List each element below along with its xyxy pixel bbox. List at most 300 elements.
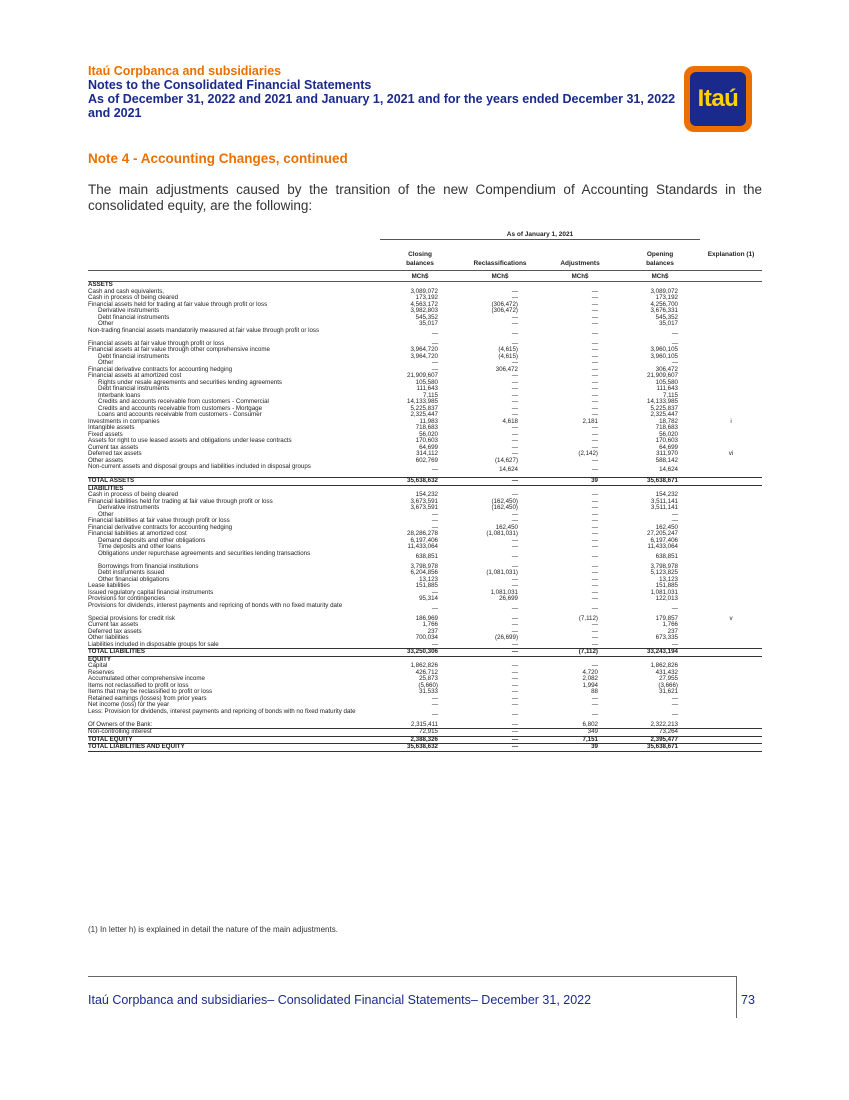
row-value: — [671, 329, 678, 337]
row-value: — [431, 640, 438, 648]
row-value: — [591, 523, 598, 531]
row-label: Less: Provision for dividends, interest payments and repricing of bonds with no fixed maturity date [88, 707, 356, 715]
row-value: 14,133,985 [647, 398, 678, 405]
table-row [88, 744, 762, 752]
row-value: (7,112) [578, 648, 598, 655]
row-label: Items not reclassified to profit or loss [88, 681, 189, 689]
row-value: — [591, 627, 598, 635]
row-value: — [591, 530, 598, 537]
row-label: Financial derivative contracts for accounting hedging [88, 523, 233, 531]
row-value: — [511, 329, 518, 337]
row-value: 349 [587, 728, 598, 735]
row-label: Issued regulatory capital financial instruments [88, 588, 214, 596]
row-value: 56,020 [659, 430, 678, 438]
row-value: — [511, 743, 518, 750]
row-value: 1,862,826 [410, 662, 438, 669]
row-value: — [511, 720, 518, 728]
col-header-closing: Closing balances [406, 251, 434, 267]
unit-label: MCh$ [491, 272, 509, 280]
logo-text: Itaú [697, 85, 739, 112]
row-value: — [511, 627, 518, 635]
row-label: Debt financial instruments [98, 313, 170, 321]
row-value: (306,472) [491, 307, 518, 314]
row-value: — [591, 582, 598, 589]
row-value: — [591, 443, 598, 451]
row-value: — [511, 339, 518, 347]
row-value: 2,325,447 [410, 411, 438, 418]
row-value: — [591, 339, 598, 347]
row-value: 3,089,072 [650, 287, 678, 295]
row-value: — [511, 398, 518, 405]
row-value: — [591, 536, 598, 544]
row-value: 4,563,172 [410, 300, 438, 308]
table-row [88, 603, 762, 616]
table-row [88, 464, 762, 477]
row-label: Items that may be reclassified to profit or loss [88, 688, 213, 695]
row-value: 6,197,406 [410, 536, 438, 544]
row-value: — [671, 339, 678, 347]
row-value: 3,511,141 [650, 497, 678, 505]
row-label: TOTAL ASSETS [88, 477, 135, 484]
row-value: 7,151 [582, 735, 598, 743]
row-value: 14,133,985 [407, 398, 438, 405]
row-label: Special provisions for credit risk [88, 614, 175, 622]
row-value: — [591, 346, 598, 353]
row-value: 311,970 [656, 450, 678, 457]
row-value: — [511, 604, 518, 612]
row-explanation [700, 737, 762, 744]
row-label: Other liabilities [88, 634, 129, 641]
row-value: 4,256,700 [650, 300, 678, 308]
row-value: — [431, 510, 438, 518]
row-value: 5,123,825 [650, 569, 678, 576]
row-value: 186,969 [415, 614, 438, 622]
row-label: Borrowings from financial institutions [98, 562, 199, 570]
row-label: Derivative instruments [98, 307, 160, 314]
row-label: LIABILITIES [88, 484, 124, 492]
row-value: — [591, 569, 598, 576]
row-value: 431,432 [655, 668, 678, 676]
row-value: 588,142 [655, 456, 678, 464]
row-explanation [700, 603, 762, 616]
row-label: Loans and accounts receivable from customers - Consumer [98, 411, 262, 418]
row-label: Credits and accounts receivable from customers - Commercial [98, 398, 269, 405]
row-value: 26,699 [499, 595, 518, 602]
company-name: Itaú Corpbanca and subsidiaries [88, 64, 282, 78]
row-value: — [671, 640, 678, 648]
document-subtitle: Notes to the Consolidated Financial Statements [88, 78, 372, 92]
row-value: 13,123 [659, 575, 678, 583]
row-value: 35,017 [659, 320, 678, 327]
row-value: — [511, 437, 518, 444]
row-value: 27,205,247 [647, 530, 678, 537]
row-value: 1,862,826 [650, 662, 678, 669]
row-value: 35,638,671 [647, 477, 678, 484]
row-value: — [511, 688, 518, 695]
row-value: — [511, 430, 518, 438]
row-value: — [591, 391, 598, 399]
row-value: — [511, 443, 518, 451]
period-line-1: As of December 31, 2022 and 2021 and January 1, 2021 and for the years ended December 31, 2022 [88, 92, 676, 106]
row-value: 2,388,326 [410, 735, 438, 743]
row-label: Current tax assets [88, 621, 139, 628]
row-value: — [511, 681, 518, 689]
row-value: 1,766 [422, 621, 438, 628]
row-value: — [591, 621, 598, 628]
row-value: 14,624 [659, 466, 678, 474]
row-label: Financial assets at fair value through profit or loss [88, 339, 225, 347]
row-value: 35,017 [419, 320, 438, 327]
row-value: — [591, 701, 598, 708]
table-group-header [88, 229, 762, 240]
row-label: Of Owners of the Bank: [88, 720, 153, 728]
row-value: 122,013 [655, 595, 678, 602]
row-value: — [591, 398, 598, 405]
col-header-reclassifications: Reclassifications [473, 260, 527, 267]
row-value: 3,982,803 [410, 307, 438, 314]
row-label: Fixed assets [88, 430, 123, 438]
row-explanation: vi [728, 450, 734, 457]
row-value: 718,683 [655, 424, 678, 431]
row-value: 21,909,607 [407, 372, 438, 379]
row-value: — [671, 604, 678, 612]
row-explanation [700, 464, 762, 477]
logo-inner [690, 72, 746, 126]
row-value: — [591, 320, 598, 327]
row-value: — [591, 552, 598, 560]
col-header-opening: Opening balances [646, 251, 674, 267]
row-value: 3,676,331 [650, 307, 678, 314]
row-value: — [511, 294, 518, 301]
row-label: Time deposits and other loans [98, 543, 181, 550]
row-value: — [511, 517, 518, 524]
row-value: (1,081,031) [486, 569, 518, 576]
row-label: Credits and accounts receivable from customers - Mortgage [98, 404, 263, 412]
row-label: Lease liabilities [88, 582, 130, 589]
row-value: 2,181 [582, 417, 598, 425]
row-value: — [431, 604, 438, 612]
row-value: 2,325,447 [650, 411, 678, 418]
row-value: 95,314 [419, 595, 438, 602]
row-value: — [511, 320, 518, 327]
row-value: — [591, 543, 598, 550]
row-value: — [511, 694, 518, 702]
row-value: — [511, 385, 518, 392]
row-value: (14,627) [494, 456, 518, 464]
row-value: (7,112) [578, 614, 598, 622]
row-value: — [431, 359, 438, 366]
row-value: 237 [427, 627, 438, 635]
row-value: — [511, 710, 518, 718]
row-value: 162,450 [655, 523, 678, 531]
row-explanation [700, 722, 762, 729]
row-value: — [511, 668, 518, 676]
row-label: Liabilities included in disposable groups for sale [88, 640, 219, 648]
row-value: 33,250,306 [407, 648, 438, 655]
group-header-date: As of January 1, 2021 [380, 231, 700, 240]
row-value: — [431, 710, 438, 718]
row-label: Provisions for dividends, interest payments and repricing of bonds with no fixed maturity date [88, 601, 343, 609]
row-value: 13,123 [419, 575, 438, 583]
row-label: Net income (loss) for the year [88, 701, 170, 708]
row-value: 306,472 [655, 365, 678, 373]
footer-text: Itaú Corpbanca and subsidiaries– Consolidated Financial Statements– December 31, 2022 [88, 993, 592, 1007]
row-value: — [591, 430, 598, 438]
row-value: 2,315,411 [410, 720, 438, 728]
row-value: 3,964,720 [410, 352, 438, 360]
row-value: — [511, 477, 518, 484]
row-value: — [591, 466, 598, 474]
footnote: (1) In letter h) is explained in detail the nature of the main adjustments. [88, 925, 338, 934]
row-value: 88 [591, 688, 598, 695]
row-explanation: i [730, 417, 732, 425]
row-value: — [591, 595, 598, 602]
row-value: — [511, 536, 518, 544]
row-value: 3,089,072 [410, 287, 438, 295]
row-value: 306,472 [495, 365, 518, 373]
unit-label: MCh$ [651, 272, 669, 280]
row-value: 5,225,837 [410, 404, 438, 412]
row-value: (4,615) [498, 352, 518, 360]
row-value: 35,638,632 [407, 477, 438, 484]
row-value: (2,142) [578, 450, 598, 457]
row-value: (162,450) [491, 504, 518, 511]
row-value: 151,885 [655, 582, 678, 589]
row-value: 6,197,406 [650, 536, 678, 544]
row-value: 3,798,978 [650, 562, 678, 570]
row-value: — [511, 404, 518, 412]
row-value: — [591, 510, 598, 518]
row-value: 3,673,591 [410, 504, 438, 511]
itau-logo [684, 66, 752, 132]
col-header-adjustments: Adjustments [560, 260, 600, 267]
row-value: — [591, 372, 598, 379]
row-value: 35,638,632 [407, 743, 438, 750]
row-label: Financial liabilities at amortized cost [88, 530, 187, 537]
row-value: 179,857 [655, 614, 678, 622]
row-value: 33,243,194 [647, 648, 678, 655]
row-value: 5,225,837 [650, 404, 678, 412]
row-value: 2,395,477 [650, 735, 678, 743]
row-value: (306,472) [491, 300, 518, 308]
row-value: 314,112 [416, 450, 438, 457]
row-value: 602,769 [415, 456, 438, 464]
row-label: Deferred tax assets [88, 627, 142, 635]
unit-label: MCh$ [571, 272, 589, 280]
row-value: 21,909,607 [647, 372, 678, 379]
row-value: 3,673,591 [410, 497, 438, 505]
row-value: 25,873 [419, 675, 438, 682]
row-value: — [511, 510, 518, 518]
row-value: — [511, 313, 518, 321]
row-label: Other [98, 359, 114, 366]
row-value: — [591, 504, 598, 511]
row-value: 426,712 [415, 668, 438, 676]
table-row [88, 551, 762, 564]
row-value: — [591, 640, 598, 648]
row-label: Debt financial instruments [98, 352, 170, 360]
row-value: 2,082 [582, 675, 598, 682]
row-value: 111,643 [656, 385, 678, 392]
row-label: Financial liabilities at fair value through profit or loss [88, 517, 230, 524]
row-value: 6,802 [582, 720, 598, 728]
row-label: Debt financial instruments [98, 385, 170, 392]
row-label: Other [98, 510, 114, 518]
row-value: — [511, 287, 518, 295]
row-label: Non-current assets and disposal groups and liabilities included in disposal groups [88, 463, 311, 470]
row-value: 4,720 [582, 668, 598, 676]
row-value: 151,885 [415, 582, 438, 589]
row-value: — [431, 365, 438, 373]
table-column-headers [88, 240, 762, 271]
row-label: Investments in companies [88, 417, 160, 425]
row-label: Non-controlling interest [88, 728, 152, 735]
row-value: — [511, 562, 518, 570]
row-value: 73,264 [659, 728, 678, 735]
row-value: — [511, 372, 518, 379]
row-value: — [591, 710, 598, 718]
row-label: TOTAL LIABILITIES AND EQUITY [88, 743, 185, 750]
row-value: — [511, 701, 518, 708]
row-label: Rights under resale agreements and securities lending agreements [98, 378, 283, 386]
row-label: Financial derivative contracts for accounting hedging [88, 365, 233, 373]
row-explanation [700, 478, 762, 485]
row-value: 11,983 [419, 417, 438, 425]
row-value: 11,433,064 [407, 543, 438, 550]
row-value: — [431, 701, 438, 708]
row-label: TOTAL LIABILITIES [88, 648, 146, 655]
row-label: Cash in process of being cleared [88, 491, 179, 498]
row-value: 35,638,671 [647, 743, 678, 750]
row-value: — [591, 497, 598, 505]
row-value: — [591, 365, 598, 373]
row-explanation [700, 642, 762, 649]
row-value: — [591, 307, 598, 314]
unit-label: MCh$ [411, 272, 429, 280]
row-value: 1,766 [662, 621, 678, 628]
row-label: Cash in process of being cleared [88, 294, 179, 301]
row-label: Other [98, 320, 114, 327]
row-value: 545,352 [415, 313, 438, 321]
row-label: Retained earnings (losses) from prior years [88, 694, 207, 702]
row-value: — [431, 466, 438, 474]
row-value: — [671, 701, 678, 708]
row-value: 28,286,278 [407, 530, 438, 537]
row-label: Other assets [88, 456, 124, 464]
row-value: 111,643 [416, 385, 438, 392]
row-value: (1,081,031) [486, 530, 518, 537]
row-value: 173,192 [415, 294, 438, 301]
row-value: 105,580 [415, 378, 438, 386]
row-value: (3,666) [658, 681, 678, 689]
row-value: — [591, 404, 598, 412]
row-value: 3,511,141 [650, 504, 678, 511]
row-value: — [671, 694, 678, 702]
row-value: 14,624 [499, 466, 518, 474]
row-value: — [591, 313, 598, 321]
row-value: — [511, 582, 518, 589]
row-value: — [431, 694, 438, 702]
row-label: TOTAL EQUITY [88, 735, 133, 743]
row-value: 718,683 [415, 424, 438, 431]
row-value: 673,335 [655, 634, 678, 641]
row-value: — [591, 385, 598, 392]
row-value: — [511, 621, 518, 628]
row-value: 237 [667, 627, 678, 635]
row-value: — [591, 575, 598, 583]
row-value: 1,081,031 [650, 588, 678, 596]
col-header-explanation: Explanation (1) [707, 250, 755, 258]
row-value: — [511, 552, 518, 560]
table-row [88, 477, 762, 486]
row-value: — [591, 562, 598, 570]
row-value: 18,782 [659, 417, 678, 425]
table-body [88, 282, 762, 752]
row-value: — [671, 517, 678, 524]
page-number: 73 [741, 993, 755, 1007]
row-label: Debt instruments issued [98, 569, 165, 576]
row-value: — [511, 728, 518, 735]
row-label: Capital [88, 662, 108, 669]
note-title: Note 4 - Accounting Changes, continued [88, 151, 348, 166]
row-value: 3,960,105 [650, 352, 678, 360]
row-label: ASSETS [88, 281, 113, 288]
row-value: (5,660) [418, 681, 438, 689]
row-value: 173,192 [655, 294, 678, 301]
row-value: 27,955 [659, 675, 678, 682]
row-value: 170,603 [415, 437, 438, 444]
row-value: — [591, 287, 598, 295]
row-value: — [511, 450, 518, 457]
row-label: Intangible assets [88, 424, 135, 431]
row-explanation [700, 744, 762, 751]
row-value: 64,699 [419, 443, 438, 451]
row-value: 31,533 [419, 688, 438, 695]
row-label: Demand deposits and other obligations [98, 536, 206, 544]
row-label: Interbank loans [98, 391, 141, 399]
row-value: — [511, 648, 518, 655]
row-label: Cash and cash equivalents, [88, 287, 165, 295]
table-row [88, 729, 762, 736]
row-value: — [671, 710, 678, 718]
row-value: — [511, 640, 518, 648]
row-value: 31,621 [659, 688, 678, 695]
row-value: 72,915 [419, 728, 438, 735]
row-explanation: v [729, 614, 733, 622]
row-value: 6,204,856 [410, 569, 438, 576]
row-value: — [591, 491, 598, 498]
row-value: — [511, 735, 518, 743]
row-value: 2,322,213 [650, 720, 678, 728]
row-value: — [591, 662, 598, 669]
row-label: Financial assets at amortized cost [88, 372, 182, 379]
row-value: 4,618 [502, 417, 518, 425]
row-explanation [700, 709, 762, 722]
row-value: — [591, 424, 598, 431]
row-explanation [700, 551, 762, 564]
document-header [88, 64, 688, 120]
row-value: 170,603 [655, 437, 678, 444]
period-line-2: and 2021 [88, 106, 142, 120]
row-value: 56,020 [419, 430, 438, 438]
row-value: — [511, 614, 518, 622]
row-value: — [591, 437, 598, 444]
row-value: — [591, 604, 598, 612]
row-value: 638,851 [415, 552, 438, 560]
table-row [88, 648, 762, 657]
row-value: 154,232 [655, 491, 678, 498]
table-row [88, 328, 762, 341]
